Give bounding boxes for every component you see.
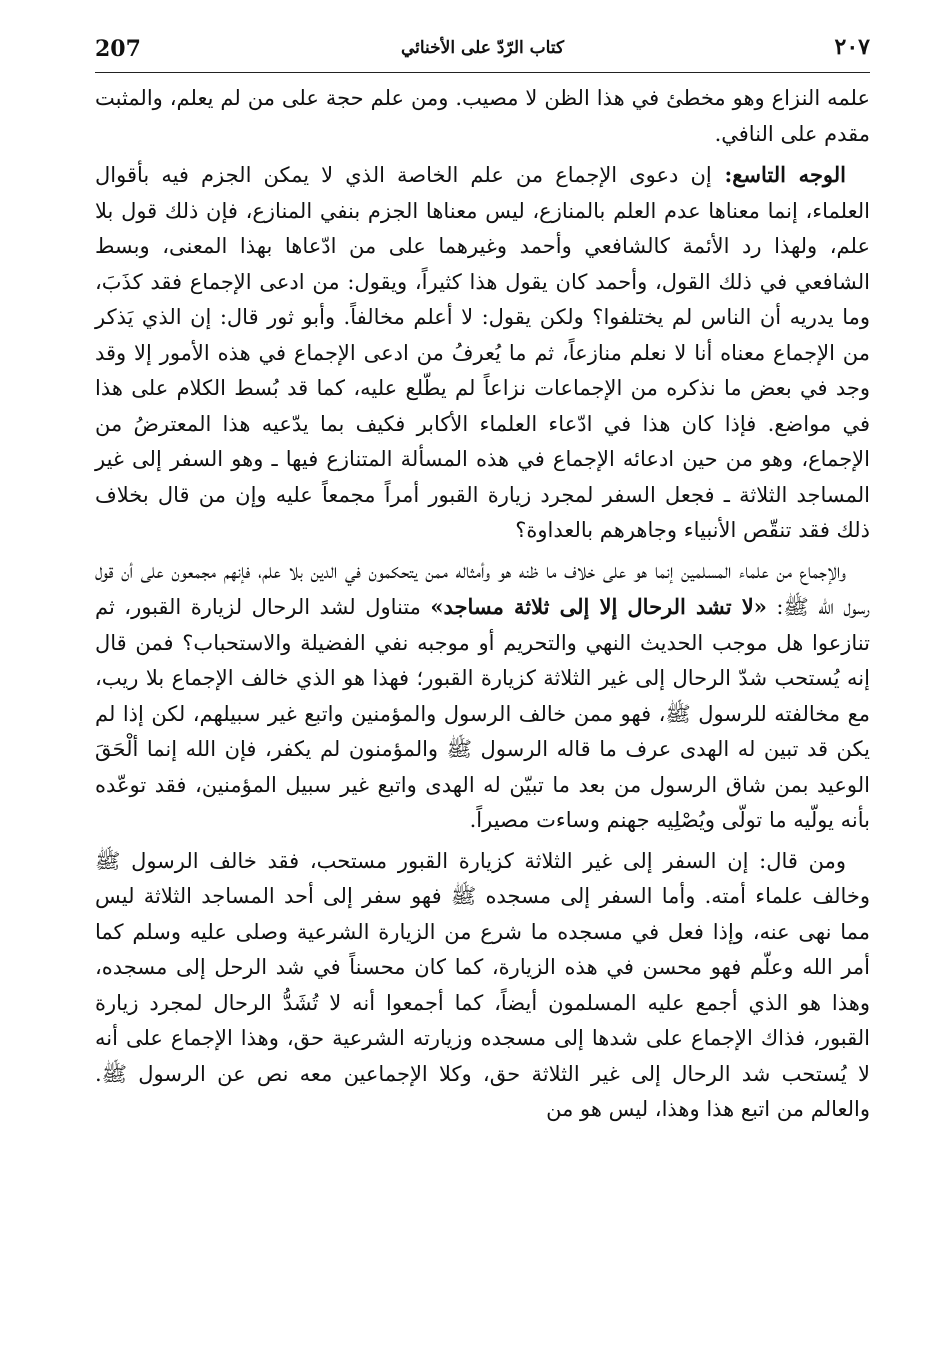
running-title: كتاب الرّدّ على الأخنائي [400, 38, 565, 58]
paragraph-text-after: متناول لشد الرحال لزيارة القبور، ثم تنازعوا هل موجب الحديث النهي والتحريم أو موجبه نفي الفضيلة والاستحباب؟ فمن قال إنه يُستحب شدّ الرحال إلى غير الثلاثة كزيارة القبور؛ فهذا هو الذي خالف الإجماع بلا ريب، مع مخالفته للرسول ﷺ، فهو ممن خالف الرسول والمؤمنين واتبع غير سبيلهم، لكن إذا لم يكن قد تبين له الهدى عرف ما قاله الرسول ﷺ والمؤمنون لم يكفر، فإن الله إنما ألْحَقَ الوعيد بمن شاق الرسول من بعد ما تبيّن له الهدى واتبع غير سبيل المؤمنين، فقد توعّده بأنه يولّيه ما تولّى ويُصْلِيه جهنم وساءت مصيراً. [95, 595, 870, 832]
paragraph-text: علمه النزاع وهو مخطئ في هذا الظن لا مصيب. ومن علم حجة على من لم يعلم، والمثبت مقدم على النافي. [95, 86, 870, 146]
paragraph-3 [95, 554, 870, 839]
paragraph-text-before: والإجماع من علماء المسلمين إنما هو على خلاف ما ظنه هو وأمثاله ممن يتحكمون في الدين بلا علم، فإنهم مجمعون على أن قول رسول الله ﷺ: [95, 558, 870, 619]
section-lead: الوجه التاسع: [711, 162, 847, 187]
paragraph-text: إن دعوى الإجماع من علم الخاصة الذي لا يمكن الجزم فيه بأقوال العلماء، إنما معناها عدم العلم بالمنازع، ليس معناها الجزم بنفي المنازع، فإن ذلك قول بلا علم، ولهذا رد الأئمة كالشافعي وأحمد وغيرهما على من ادّعاها بهذا المعنى، وبسط الشافعي في ذلك القول، وأحمد كان يقول هذا كثيراً، ويقول: من ادعى الإجماع فقد كذَبَ، وما يدريه أن الناس لم يختلفوا؟ ولكن يقول: لا أعلم مخالفاً. وأبو ثور قال: إن الذي يَذكر من الإجماع معناه أنا لا نعلم منازعاً، ثم ما يُعرفُ من ادعى الإجماع في هذه الأمور إلا وقد وجد في بعض ما نذكره من الإجماعات نزاعاً لم يطّلع عليه، كما قد بُسط الكلام على هذا في مواضع. فإذا كان هذا في ادّعاء العلماء الأكابر فكيف بما يدّعيه هذا المعترضُ من الإجماع، وهو من حين ادعائه الإجماع في هذه المسألة المتنازع فيها ـ وهو السفر إلى غير المساجد الثلاثة ـ فجعل السفر لمجرد زيارة القبور أمراً مجمعاً عليه وإن من قال بخلاف ذلك فقد تنقّص الأنبياء وجاهرهم بالعداوة؟ [95, 163, 870, 542]
paragraph-text: ومن قال: إن السفر إلى غير الثلاثة كزيارة القبور مستحب، فقد خالف الرسول ﷺ وخالف علماء أمته. وأما السفر إلى مسجده ﷺ فهو سفر إلى أحد المساجد الثلاثة ليس مما نهى عنه، وإذا فعل في مسجده ما شرع من الزيارة الشرعية وصلى عليه وسلم كما أمر الله وعلّم فهو محسن في هذه الزيارة، كما كان محسناً في شد الرحل إلى مسجده، وهذا هو الذي أجمع عليه المسلمون أيضاً، كما أجمعوا أنه لا تُشَدُّ الرحال لمجرد زيارة القبور، فذاك الإجماع على شدها إلى مسجده وزيارته الشرعية حق، وهذا الإجماع على أنه لا يُستحب شد الرحال إلى غير الثلاثة حق، وكلا الإجماعين معه نص عن الرسول ﷺ. والعالم من اتبع هذا وهذا، ليس هو من [95, 848, 870, 1121]
paragraph-2 [95, 157, 870, 549]
paragraph-4 [95, 844, 870, 1128]
page-body [95, 81, 870, 1128]
page-header [95, 28, 870, 73]
book-page [95, 28, 870, 1338]
hadith-quote: «لا تشد الرحال إلا إلى ثلاثة مساجد» [430, 594, 767, 619]
page-number-arabic: ٢٠٧ [834, 34, 870, 60]
paragraph-1 [95, 81, 870, 152]
page-number-latin: 207 [95, 36, 141, 62]
